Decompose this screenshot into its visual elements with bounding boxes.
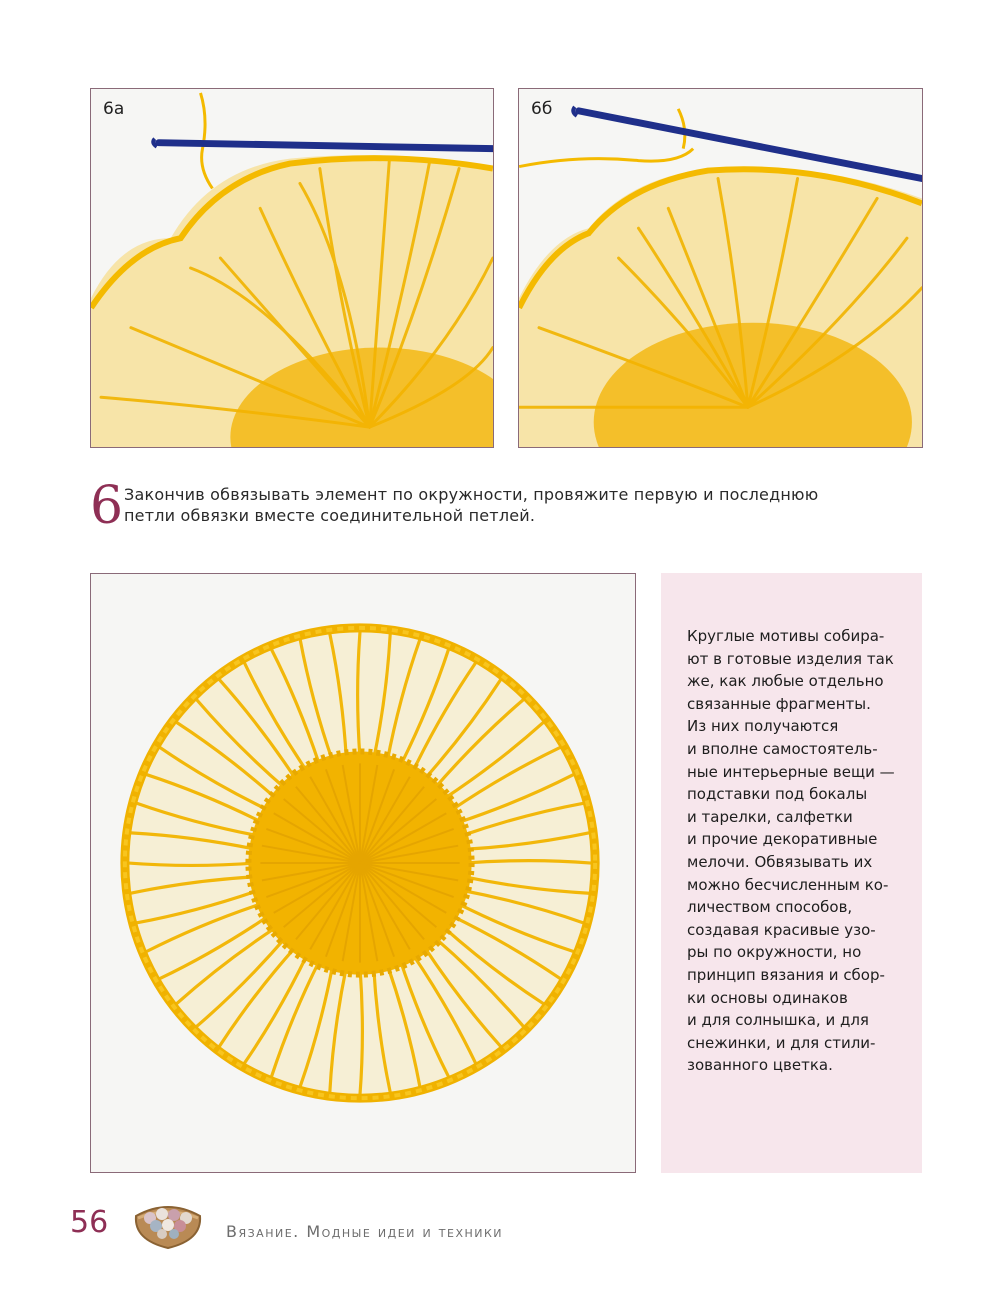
photo-label-6a: 6а xyxy=(103,99,125,119)
sidebar-line: ют в готовые изделия так xyxy=(687,649,894,668)
step-text xyxy=(124,484,818,526)
sidebar-line: принцип вязания и сбор- xyxy=(687,965,885,984)
yarn-motif-closeup-6b xyxy=(519,89,922,447)
photo-finished-motif xyxy=(90,573,636,1173)
sidebar-line: зованного цветка. xyxy=(687,1056,833,1075)
book-title: Вязание. Модные идеи и техники xyxy=(226,1222,504,1241)
page-number: 56 xyxy=(70,1205,109,1240)
step-6-instruction xyxy=(90,478,930,538)
sidebar-note xyxy=(661,573,922,1173)
photo-6a xyxy=(90,88,494,448)
yarn-sun-motif xyxy=(91,574,635,1172)
sidebar-line: ры по окружности, но xyxy=(687,943,862,962)
step-text-line: петли обвязки вместе соединительной петлей. xyxy=(124,506,536,525)
yarn-motif-closeup-6a xyxy=(91,89,493,447)
sidebar-line: Круглые мотивы собира- xyxy=(687,627,885,645)
sidebar-line: и прочие декоративные xyxy=(687,830,878,849)
sidebar-line: ные интерьерные вещи — xyxy=(687,762,895,781)
sidebar-text xyxy=(687,625,912,1077)
sidebar-line: мелочи. Обвязывать их xyxy=(687,852,873,871)
sidebar-line: подставки под бокалы xyxy=(687,785,868,804)
sidebar-line: и тарелки, салфетки xyxy=(687,807,853,826)
sidebar-line: ки основы одинаков xyxy=(687,988,848,1007)
sidebar-line: создавая красивые узо- xyxy=(687,920,876,939)
sidebar-line: Из них получаются xyxy=(687,717,839,736)
sidebar-line: и вполне самостоятель- xyxy=(687,739,878,758)
sidebar-line: же, как любые отдельно xyxy=(687,672,884,691)
sidebar-line: личеством способов, xyxy=(687,898,853,917)
photo-label-6b: 6б xyxy=(531,99,553,119)
sidebar-line: связанные фрагменты. xyxy=(687,694,871,713)
sidebar-line: снежинки, и для стили- xyxy=(687,1033,876,1052)
step-text-line: Закончив обвязывать элемент по окружности, провяжите первую и последнюю xyxy=(124,485,819,504)
photo-6b xyxy=(518,88,923,448)
sidebar-line: и для солнышка, и для xyxy=(687,1011,869,1030)
sidebar-line: можно бесчисленным ко- xyxy=(687,875,889,894)
step-number: 6 xyxy=(90,476,124,536)
yarn-basket-icon xyxy=(130,1196,206,1250)
